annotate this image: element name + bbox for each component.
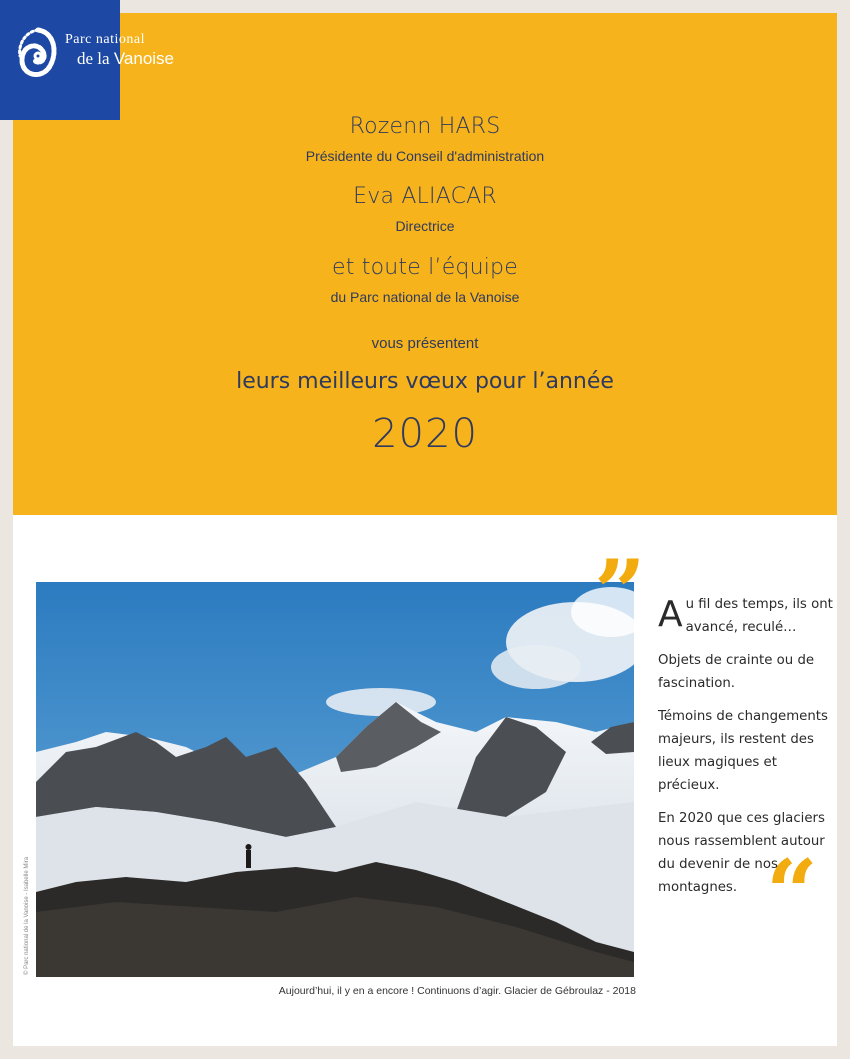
park-logo: [0, 0, 175, 120]
logo-line-2-prefix: de la: [77, 49, 110, 68]
greeting-wishes: leurs meilleurs vœux pour l’année: [236, 369, 614, 394]
quote-paragraph-4: En 2020 que ces glaciers nous rassemblent autour du devenir de nos montagnes.: [658, 811, 825, 895]
drop-cap: A: [658, 594, 683, 635]
quote-text: [658, 593, 833, 909]
spiral-logo-icon: [14, 22, 62, 94]
closing-quote-mark-icon: ”: [594, 540, 646, 646]
greeting-intro: vous présentent: [371, 335, 479, 352]
team-subline: du Parc national de la Vanoise: [330, 289, 520, 305]
quote-paragraph-1: [658, 593, 833, 639]
logo-line-1: Parc national: [65, 32, 145, 47]
logo-line-2: [65, 49, 174, 68]
opening-quote-mark-icon: “: [766, 840, 818, 946]
signatory-name-2: Eva ALIACAR: [353, 184, 497, 209]
quote-first-rest: u fil des temps, ils ont avancé, reculé…: [685, 597, 833, 635]
team-line: et toute l’équipe: [332, 255, 518, 280]
signatory-role-1: Présidente du Conseil d'administration: [305, 148, 545, 164]
mountain-landscape-image: [36, 582, 634, 977]
photo-caption: Aujourd’hui, il y en a encore ! Continuons d’agir. Glacier de Gébroulaz - 2018: [278, 985, 636, 997]
photo-credit: © Parc national de la Vanoise - Isabelle Mira: [24, 856, 30, 975]
logo-line-2-name: Vanoise: [113, 49, 175, 68]
glacier-photo: [36, 582, 634, 977]
signatory-role-2: Directrice: [395, 218, 455, 234]
signatory-name-1: Rozenn HARS: [349, 114, 501, 139]
quote-paragraph-3: Témoins de changements majeurs, ils restent des lieux magiques et précieux.: [658, 709, 828, 793]
quote-paragraph-2: Objets de crainte ou de fascination.: [658, 653, 815, 691]
greeting-year: 2020: [372, 411, 478, 457]
logo-wordmark: [65, 30, 174, 68]
